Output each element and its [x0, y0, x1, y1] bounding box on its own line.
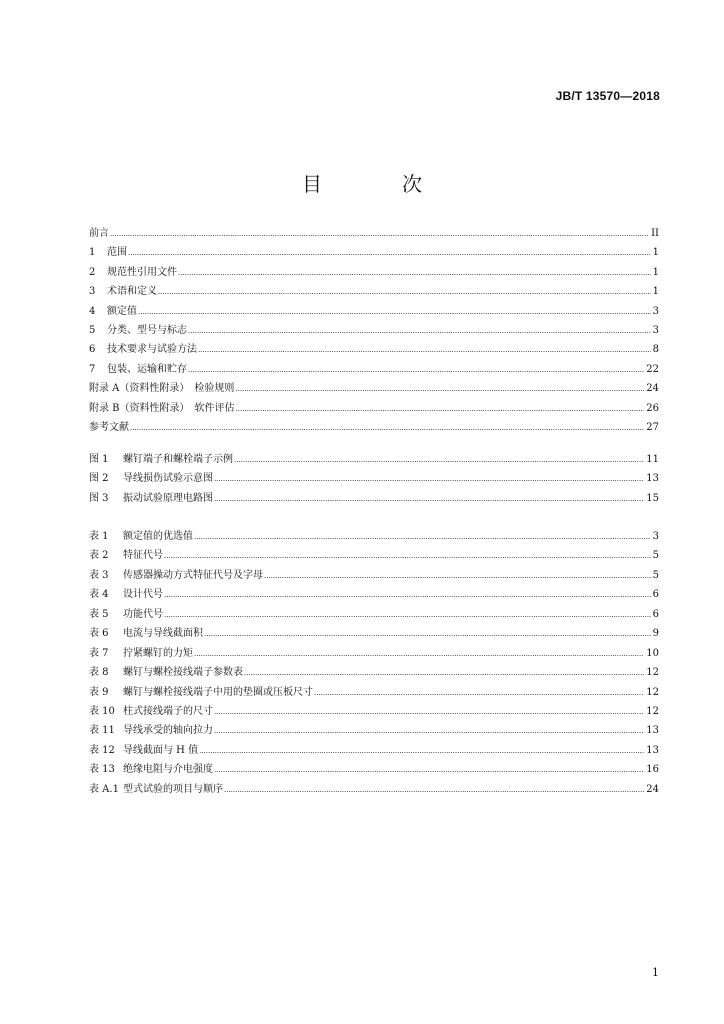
toc-leader-dots — [214, 767, 644, 774]
toc-figure-row[interactable] — [89, 474, 659, 493]
toc-entry-text: 导线损伤试验示意图 — [123, 473, 213, 485]
toc-entry-page: 5 — [652, 550, 659, 562]
toc-leader-dots — [264, 573, 651, 580]
toc-entry-text: 参考文献 — [89, 421, 129, 433]
toc-entry-label — [89, 404, 236, 414]
toc-table-row[interactable] — [89, 765, 659, 784]
toc-entry-text: 额定值 — [107, 305, 137, 317]
toc-entry-page: 24 — [646, 783, 659, 795]
toc-entry-page: 1 — [652, 247, 659, 259]
standard-code: JB/T 13570—2018 — [555, 89, 660, 103]
toc-table-row[interactable] — [89, 649, 659, 668]
toc-table-row[interactable] — [89, 629, 659, 648]
toc-entry-page: 5 — [652, 569, 659, 581]
toc-table-row[interactable] — [89, 668, 659, 687]
toc-entry-text: 型式试验的项目与顺序 — [123, 783, 223, 795]
toc-entry-label — [89, 494, 214, 504]
toc-entry-number: 6 — [89, 344, 96, 356]
toc-section-row[interactable] — [89, 384, 659, 403]
toc-section-row[interactable] — [89, 404, 659, 423]
toc-entry-label — [89, 248, 128, 258]
toc-entry-page: 1 — [652, 266, 659, 278]
toc-entry-page: 10 — [646, 647, 659, 659]
toc-entry-text: 螺钉与螺栓接线端子参数表 — [123, 667, 243, 679]
toc-entry-number: 表 A.1 — [89, 783, 119, 795]
toc-figures — [89, 455, 659, 513]
toc-entry-number: 图 1 — [89, 454, 109, 465]
toc-entry-page: 12 — [646, 667, 659, 679]
toc-leader-dots — [194, 651, 644, 658]
toc-entry-page: 24 — [646, 383, 659, 395]
toc-entry-text: 设计代号 — [123, 589, 163, 601]
toc-entry-label — [89, 287, 158, 297]
toc-entry-number: 5 — [89, 324, 96, 336]
toc-entry-text: 范围 — [107, 247, 127, 259]
toc-section-row[interactable] — [89, 229, 659, 248]
toc-entry-number: 附录 B — [89, 402, 120, 414]
toc-entry-page: 26 — [646, 402, 659, 414]
toc-leader-dots — [214, 709, 644, 716]
toc-entry-label — [89, 746, 199, 756]
toc-entry-label — [89, 668, 244, 678]
toc-table-row[interactable] — [89, 571, 659, 590]
toc-entry-label — [89, 326, 188, 336]
toc-entry-text: 术语和定义 — [107, 286, 157, 298]
toc-entry-label — [89, 785, 224, 795]
toc-entry-label — [89, 423, 130, 433]
toc-leader-dots — [224, 787, 644, 794]
toc-entry-number: 表 11 — [89, 725, 115, 737]
toc-entry-number: 7 — [89, 363, 96, 375]
toc-entry-text: 规范性引用文件 — [107, 266, 177, 278]
toc-entry-page: II — [651, 228, 659, 239]
toc-leader-dots — [214, 476, 644, 483]
toc-entry-number: 3 — [89, 286, 96, 298]
toc-entry-number: 表 1 — [89, 531, 109, 542]
toc-entry-label — [89, 629, 204, 639]
toc-entry-text: 功能代号 — [123, 608, 163, 620]
toc-section-row[interactable] — [89, 307, 659, 326]
toc-entry-label — [89, 532, 194, 542]
toc-entry-number: 附录 A — [89, 383, 120, 395]
toc-table-row[interactable] — [89, 590, 659, 609]
toc-entry-number: 4 — [89, 305, 96, 317]
toc-entry-text: 绝缘电阻与介电强度 — [123, 764, 213, 776]
toc-leader-dots — [214, 728, 644, 735]
toc-section-row[interactable] — [89, 287, 659, 306]
toc-entry-label — [89, 455, 234, 465]
toc-table-row[interactable] — [89, 726, 659, 745]
toc-entry-text: 包装、运输和贮存 — [107, 363, 187, 375]
toc-entry-number: 表 5 — [89, 608, 109, 620]
toc-tables — [89, 532, 659, 804]
toc-entry-number: 表 9 — [89, 686, 109, 698]
toc-leader-dots — [204, 631, 651, 638]
toc-leader-dots — [198, 347, 651, 354]
toc-entry-page: 6 — [652, 608, 659, 620]
toc-entry-number: 表 4 — [89, 589, 109, 601]
toc-entry-label — [89, 571, 264, 581]
toc-entry-page: 3 — [652, 305, 659, 317]
toc-entry-text: 前言 — [89, 228, 109, 239]
toc-section-row[interactable] — [89, 248, 659, 267]
page-title: 目 次 — [302, 172, 452, 196]
toc-table-row[interactable] — [89, 610, 659, 629]
toc-table-row[interactable] — [89, 707, 659, 726]
toc-entry-text: 电流与导线截面积 — [123, 628, 203, 640]
toc-entry-number: 表 8 — [89, 667, 109, 679]
toc-entry-number: 表 10 — [89, 705, 115, 717]
toc-entry-text: 柱式接线端子的尺寸 — [123, 705, 213, 717]
toc-entry-label — [89, 726, 214, 736]
toc-entry-number: 1 — [89, 247, 96, 259]
toc-entry-text: 技术要求与试验方法 — [107, 344, 197, 356]
toc-entry-text: 分类、型号与标志 — [107, 324, 187, 336]
toc-entry-page: 3 — [652, 324, 659, 336]
toc-entry-label — [89, 610, 164, 620]
toc-entry-number: 表 3 — [89, 569, 109, 581]
toc-leader-dots — [178, 270, 651, 277]
toc-leader-dots — [236, 406, 645, 413]
toc-entry-page: 12 — [646, 705, 659, 717]
toc-sections — [89, 229, 659, 442]
toc-entry-page: 16 — [646, 764, 659, 776]
toc-table-row[interactable] — [89, 785, 659, 804]
toc-entry-page: 15 — [646, 492, 659, 504]
toc-entry-label — [89, 649, 194, 659]
toc-entry-number: 表 12 — [89, 744, 115, 756]
toc-entry-label — [89, 474, 214, 484]
toc-entry-page: 3 — [652, 531, 659, 542]
toc-entry-text: 导线承受的轴向拉力 — [123, 725, 213, 737]
toc-table-row[interactable] — [89, 532, 659, 551]
toc-entry-page: 9 — [652, 628, 659, 640]
toc-leader-dots — [158, 289, 651, 296]
toc-entry-page: 22 — [646, 363, 659, 375]
toc-entry-text: 导线截面与 H 值 — [123, 744, 199, 756]
toc-entry-page: 6 — [652, 589, 659, 601]
toc-leader-dots — [235, 386, 644, 393]
toc-entry-number: 表 13 — [89, 764, 115, 776]
toc-entry-number: 图 2 — [89, 473, 109, 485]
toc-entry-page: 1 — [652, 286, 659, 298]
toc-entry-text: 振动试验原理电路图 — [123, 492, 213, 504]
toc-entry-number: 表 7 — [89, 647, 109, 659]
toc-entry-text: 传感器操动方式特征代号及字母 — [123, 569, 263, 581]
toc-entry-text: （资料性附录） 检验规则 — [119, 383, 235, 395]
toc-table-row[interactable] — [89, 746, 659, 765]
toc-section-row[interactable] — [89, 423, 659, 442]
toc-section-row[interactable] — [89, 345, 659, 364]
toc-entry-label — [89, 707, 214, 717]
toc-leader-dots — [194, 534, 651, 541]
toc-entry-text: 螺钉与螺栓接线端子中用的垫圈或压板尺寸 — [123, 686, 313, 698]
toc-entry-label — [89, 590, 164, 600]
toc-entry-text: 拧紧螺钉的力矩 — [123, 647, 193, 659]
toc-entry-label — [89, 688, 314, 698]
toc-leader-dots — [314, 690, 644, 697]
toc-entry-number: 图 3 — [89, 492, 109, 504]
toc-leader-dots — [138, 309, 651, 316]
toc-section-row[interactable] — [89, 268, 659, 287]
toc-leader-dots — [128, 250, 651, 257]
toc-entry-label — [89, 551, 164, 561]
page-number: 1 — [652, 966, 659, 979]
toc-section-row[interactable] — [89, 365, 659, 384]
toc-entry-page: 13 — [646, 473, 659, 485]
toc-entry-label — [89, 365, 188, 375]
toc-entry-label — [89, 229, 110, 239]
toc-table-row[interactable] — [89, 551, 659, 570]
toc-entry-text: 螺钉端子和螺栓端子示例 — [123, 454, 233, 465]
toc-entry-page: 11 — [646, 454, 659, 465]
toc-entry-number: 2 — [89, 266, 96, 278]
toc-entry-page: 12 — [646, 686, 659, 698]
toc-leader-dots — [130, 425, 644, 432]
toc-entry-label — [89, 345, 198, 355]
toc-entry-page: 8 — [652, 344, 659, 356]
toc-leader-dots — [188, 367, 644, 374]
toc-entry-number: 表 2 — [89, 550, 109, 562]
toc-figure-row[interactable] — [89, 455, 659, 474]
toc-leader-dots — [199, 748, 644, 755]
toc-entry-label — [89, 268, 178, 278]
toc-entry-page: 13 — [646, 744, 659, 756]
toc-entry-label — [89, 384, 235, 394]
toc-table-row[interactable] — [89, 688, 659, 707]
toc-entry-text: 额定值的优选值 — [123, 531, 193, 542]
toc-entry-label — [89, 765, 214, 775]
toc-figure-row[interactable] — [89, 494, 659, 513]
toc-leader-dots — [188, 328, 651, 335]
toc-leader-dots — [164, 553, 651, 560]
toc-entry-text: （资料性附录） 软件评估 — [119, 402, 235, 414]
toc-leader-dots — [234, 457, 644, 464]
toc-leader-dots — [244, 670, 644, 677]
toc-entry-text: 特征代号 — [123, 550, 163, 562]
toc-entry-page: 13 — [646, 725, 659, 737]
toc-leader-dots — [214, 496, 644, 503]
toc-section-row[interactable] — [89, 326, 659, 345]
toc-leader-dots — [164, 612, 651, 619]
toc-entry-page: 27 — [646, 421, 659, 433]
toc-leader-dots — [164, 592, 651, 599]
toc-entry-label — [89, 307, 138, 317]
toc-entry-number: 表 6 — [89, 628, 109, 640]
toc-leader-dots — [110, 231, 649, 238]
